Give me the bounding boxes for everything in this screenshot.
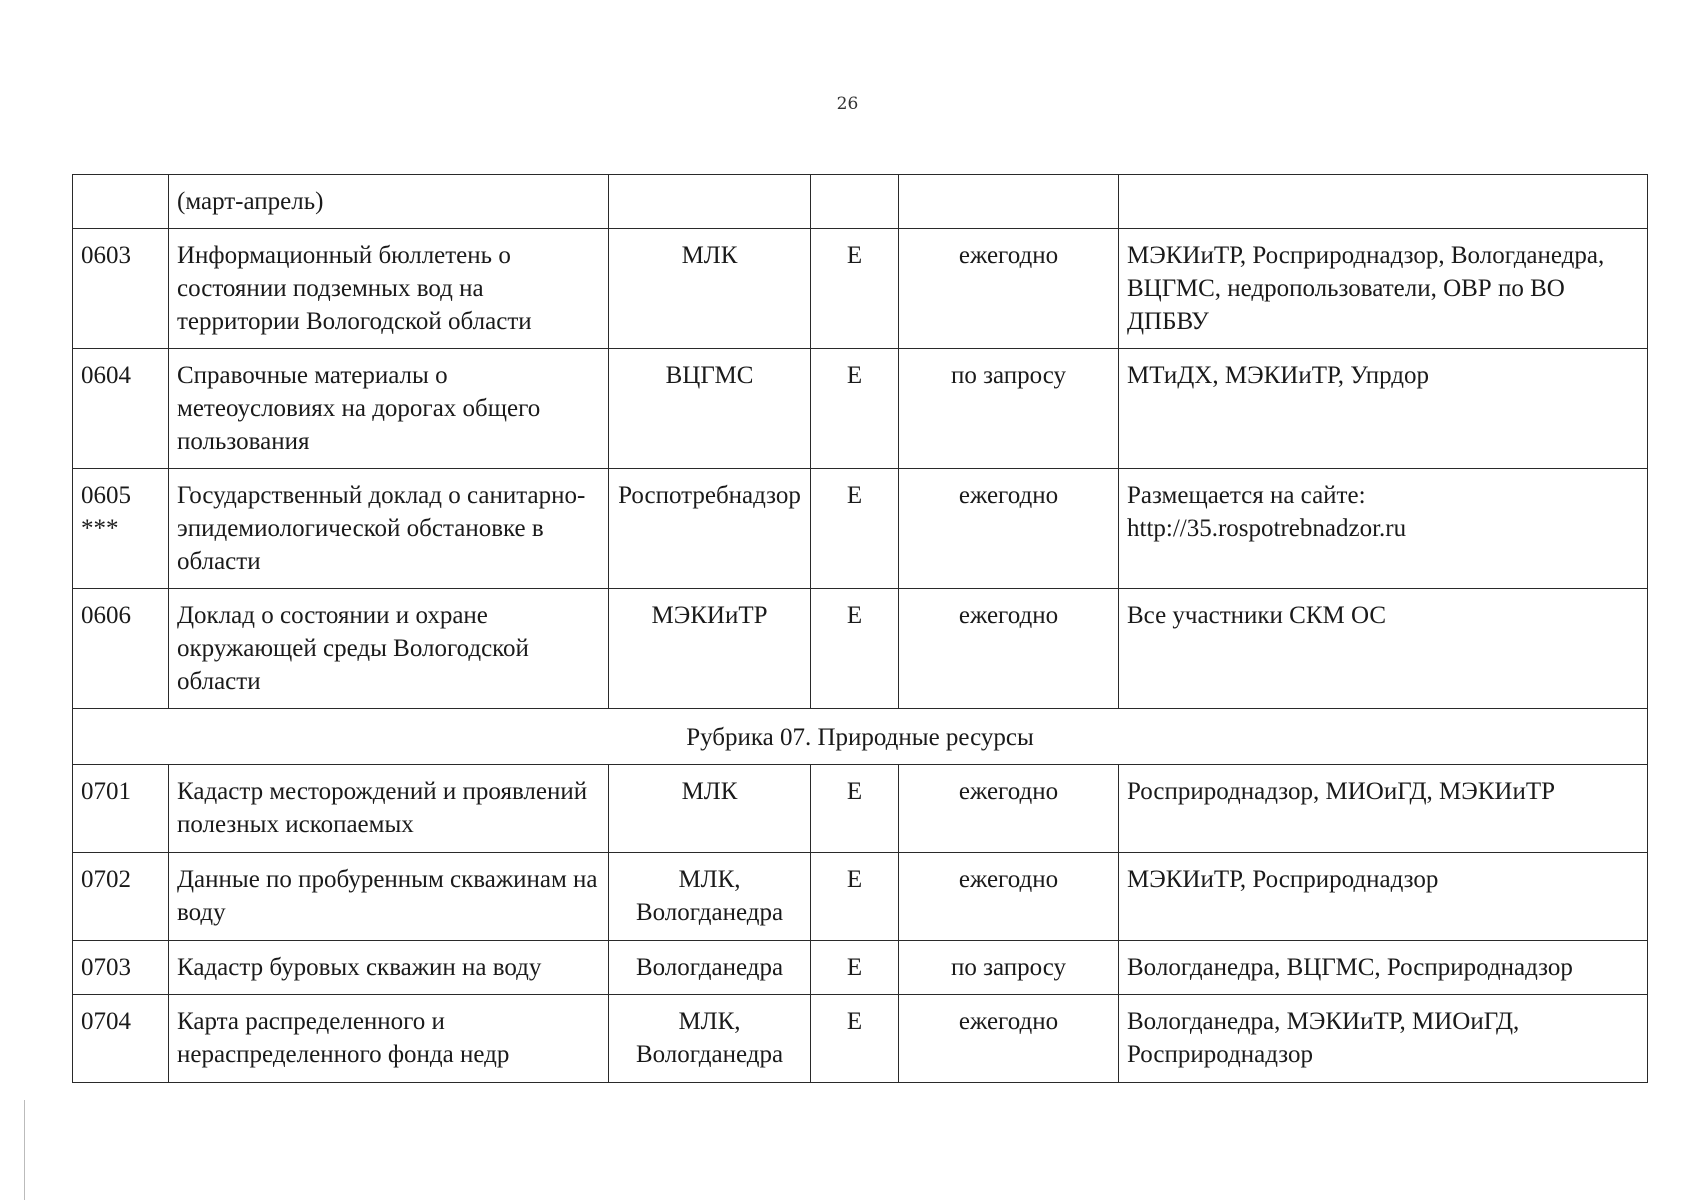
- row-recipients: МЭКИиТР, Росприроднадзор: [1119, 853, 1648, 941]
- row-code: 0701: [73, 765, 169, 853]
- row-period: ежегодно: [899, 853, 1119, 941]
- row-executor: ВЦГМС: [609, 349, 811, 469]
- row-recipients: МТиДХ, МЭКИиТР, Упрдор: [1119, 349, 1648, 469]
- row-period: по запросу: [899, 349, 1119, 469]
- row-title: Справочные материалы о метеоусловиях на дорогах общего пользования: [169, 349, 609, 469]
- row-executor: Вологданедра: [609, 941, 811, 995]
- table-row: [73, 175, 1648, 229]
- row-code: [73, 175, 169, 229]
- row-title: (март-апрель): [169, 175, 609, 229]
- row-recipients: МЭКИиТР, Росприроднадзор, Вологданедра, ВЦГМС, недропользователи, ОВР по ВО ДПБВУ: [1119, 229, 1648, 349]
- row-executor: МЛК, Вологданедра: [609, 995, 811, 1083]
- row-form: [811, 175, 899, 229]
- row-form: Е: [811, 589, 899, 709]
- row-code: 0703: [73, 941, 169, 995]
- row-form: Е: [811, 941, 899, 995]
- row-recipients: Все участники СКМ ОС: [1119, 589, 1648, 709]
- row-title: Кадастр месторождений и проявлений полезных ископаемых: [169, 765, 609, 853]
- row-form: Е: [811, 229, 899, 349]
- table-row: [73, 469, 1648, 589]
- row-title: Карта распределенного и нераспределенного фонда недр: [169, 995, 609, 1083]
- table-row: [73, 995, 1648, 1083]
- row-executor: [609, 175, 811, 229]
- table-row: [73, 349, 1648, 469]
- row-form: Е: [811, 469, 899, 589]
- row-form: Е: [811, 995, 899, 1083]
- row-period: ежегодно: [899, 229, 1119, 349]
- row-period: ежегодно: [899, 995, 1119, 1083]
- rubric-title: Рубрика 07. Природные ресурсы: [73, 709, 1648, 765]
- row-code: 0604: [73, 349, 169, 469]
- row-recipients: Размещается на сайте: http://35.rospotrebnadzor.ru: [1119, 469, 1648, 589]
- row-recipients: Росприроднадзор, МИОиГД, МЭКИиТР: [1119, 765, 1648, 853]
- row-code-number: 0605: [81, 482, 131, 509]
- row-title: Государственный доклад о санитарно-эпидемиологической обстановке в области: [169, 469, 609, 589]
- row-title: Информационный бюллетень о состоянии подземных вод на территории Вологодской области: [169, 229, 609, 349]
- row-form: Е: [811, 853, 899, 941]
- row-title: Кадастр буровых скважин на воду: [169, 941, 609, 995]
- row-executor: МЭКИиТР: [609, 589, 811, 709]
- table-row: [73, 941, 1648, 995]
- data-table: [72, 174, 1648, 1083]
- row-recipients: Вологданедра, ВЦГМС, Росприроднадзор: [1119, 941, 1648, 995]
- row-title: Данные по пробуренным скважинам на воду: [169, 853, 609, 941]
- row-recipients: Вологданедра, МЭКИиТР, МИОиГД, Росприроднадзор: [1119, 995, 1648, 1083]
- row-code: 0603: [73, 229, 169, 349]
- row-executor: Роспотребнадзор: [609, 469, 811, 589]
- row-code: [73, 469, 169, 589]
- rubric-row: [73, 709, 1648, 765]
- row-period: ежегодно: [899, 765, 1119, 853]
- row-code-note: ***: [81, 515, 119, 542]
- row-executor: МЛК: [609, 229, 811, 349]
- row-title: Доклад о состоянии и охране окружающей среды Вологодской области: [169, 589, 609, 709]
- row-period: ежегодно: [899, 469, 1119, 589]
- row-recipients: [1119, 175, 1648, 229]
- table-row: [73, 765, 1648, 853]
- table-row: [73, 589, 1648, 709]
- row-period: ежегодно: [899, 589, 1119, 709]
- row-form: Е: [811, 765, 899, 853]
- row-executor: МЛК, Вологданедра: [609, 853, 811, 941]
- table-row: [73, 853, 1648, 941]
- row-code: 0704: [73, 995, 169, 1083]
- row-period: по запросу: [899, 941, 1119, 995]
- row-form: Е: [811, 349, 899, 469]
- row-period: [899, 175, 1119, 229]
- row-code: 0606: [73, 589, 169, 709]
- row-executor: МЛК: [609, 765, 811, 853]
- scan-margin-line: [24, 1100, 25, 1200]
- row-code: 0702: [73, 853, 169, 941]
- table-row: [73, 229, 1648, 349]
- page-number: 26: [836, 94, 859, 114]
